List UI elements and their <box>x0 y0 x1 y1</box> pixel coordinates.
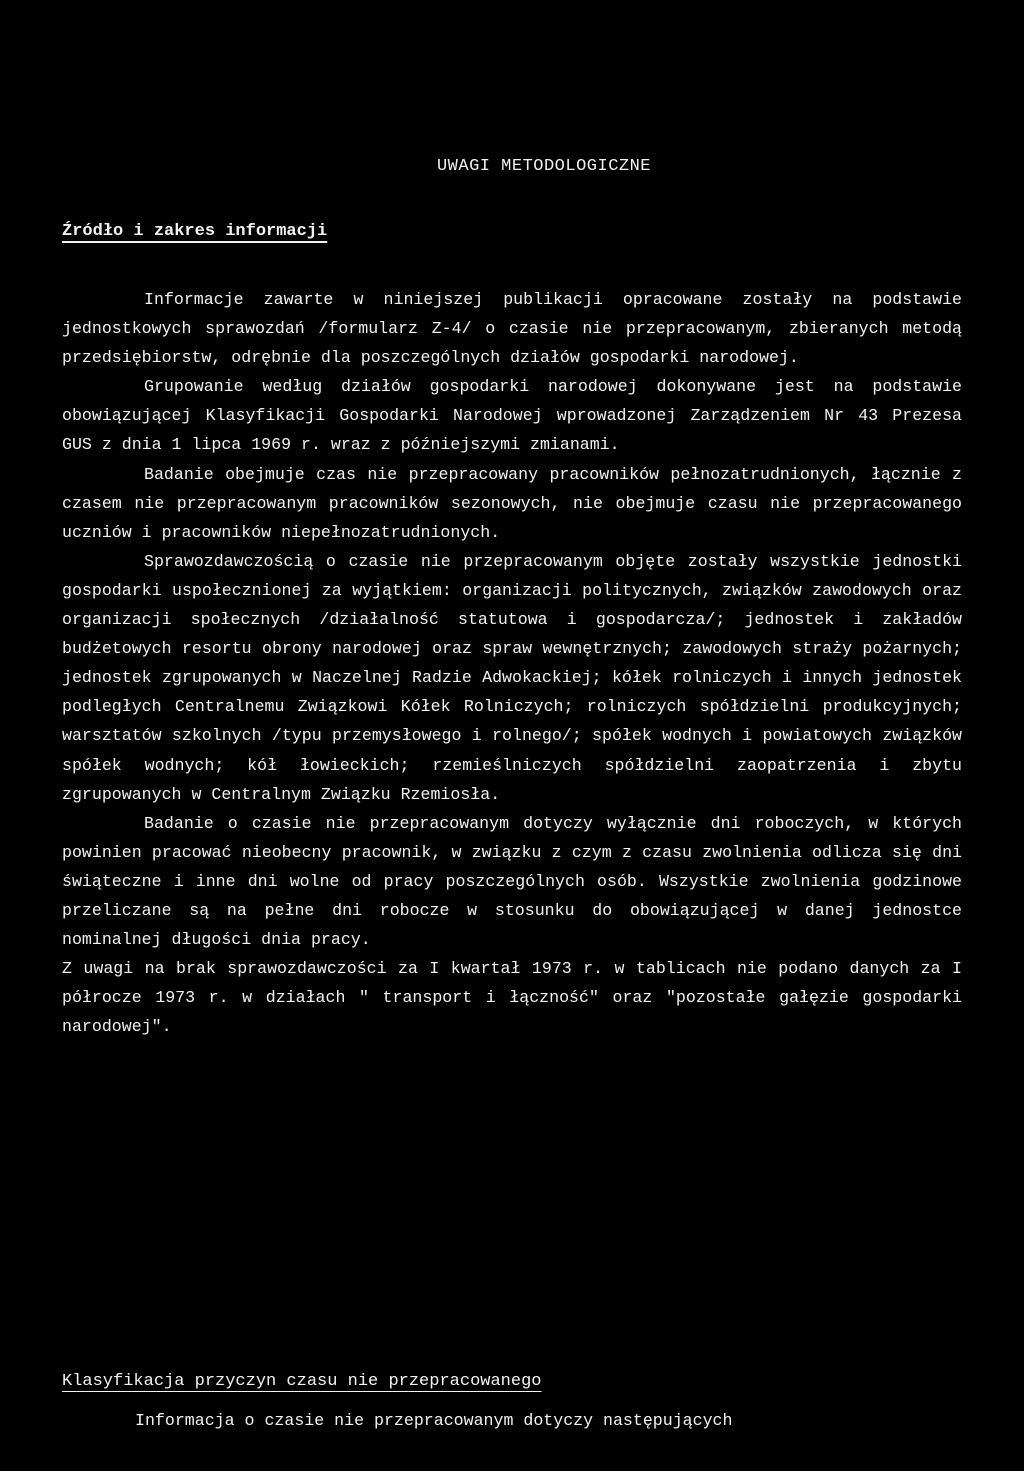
paragraph-5: Badanie o czasie nie przepracowanym dotyczy wyłącznie dni roboczych, w których powinien pracować nieobecny pracownik, w związku z czym z czasu zwolnienia odlicza się dni świąteczne i inne dni wolne od pracy poszczególnych osób. Wszystkie zwolnienia godzinowe przeliczane są na pełne dni robocze w stosunku do obowiązującej w danej jednostce nominalnej długości dnia pracy. <box>62 813 962 950</box>
paragraph-7-first-line: Informacja o czasie nie przepracowanym dotyczy następujących <box>135 1411 733 1430</box>
body-text <box>62 285 962 1041</box>
paragraph-1: Informacje zawarte w niniejszej publikacji opracowane zostały na podstawie jednostkowych sprawozdań /formularz Z-4/ o czasie nie przepracowanym, zbieranych metodą przedsiębiorstw, odrębnie dla poszczególnych działów gospodarki narodowej. <box>62 290 962 368</box>
paragraph-6: Z uwagi na brak sprawozdawczości za I kwartał 1973 r. w tablicach nie podano danych za I półrocze 1973 r. w działach " transport i łączność" oraz "pozostałe gałęzie gospodarki narodowej". <box>62 959 962 1037</box>
section-heading-sources: Źródło i zakres informacji <box>62 222 328 241</box>
paragraph-2: Grupowanie według działów gospodarki narodowej dokonywane jest na podstawie obowiązującej Klasyfikacji Gospodarki Narodowej wprowadzonej Zarządzeniem Nr 43 Prezesa GUS z dnia 1 lipca 1969 r. wraz z późniejszymi zmianami. <box>62 377 962 455</box>
paragraph-4: Sprawozdawczością o czasie nie przepracowanym objęte zostały wszystkie jednostki gospodarki uspołecznionej za wyjątkiem: organizacji politycznych, związków zawodowych oraz organizacji społecznych /działalność statutowa i gospodarcza/; jednostek i zakładów budżetowych resortu obrony narodowej oraz spraw wewnętrznych; zawodowych straży pożarnych; jednostek zgrupowanych w Naczelnej Radzie Adwokackiej; kółek rolniczych i innych jednostek podległych Centralnemu Związkowi Kółek Rolniczych; rolniczych spółdzielni produkcyjnych; warsztatów szkolnych /typu przemysłowego i rolnego/; spółek wodnych i powiatowych związków spółek wodnych; kół łowieckich; rzemieślniczych spółdzielni zaopatrzenia i zbytu zgrupowanych w Centralnym Związku Rzemiosła. <box>62 551 962 804</box>
paragraph-3: Badanie obejmuje czas nie przepracowany pracowników pełnozatrudnionych, łącznie z czasem nie przepracowanym pracowników sezonowych, nie obejmuje czasu nie przepracowanego uczniów i pracowników niepełnozatrudnionych. <box>62 464 962 542</box>
document-title: UWAGI METODOLOGICZNE <box>436 157 652 176</box>
section-heading-classification: Klasyfikacja przyczyn czasu nie przepracowanego <box>62 1372 542 1391</box>
